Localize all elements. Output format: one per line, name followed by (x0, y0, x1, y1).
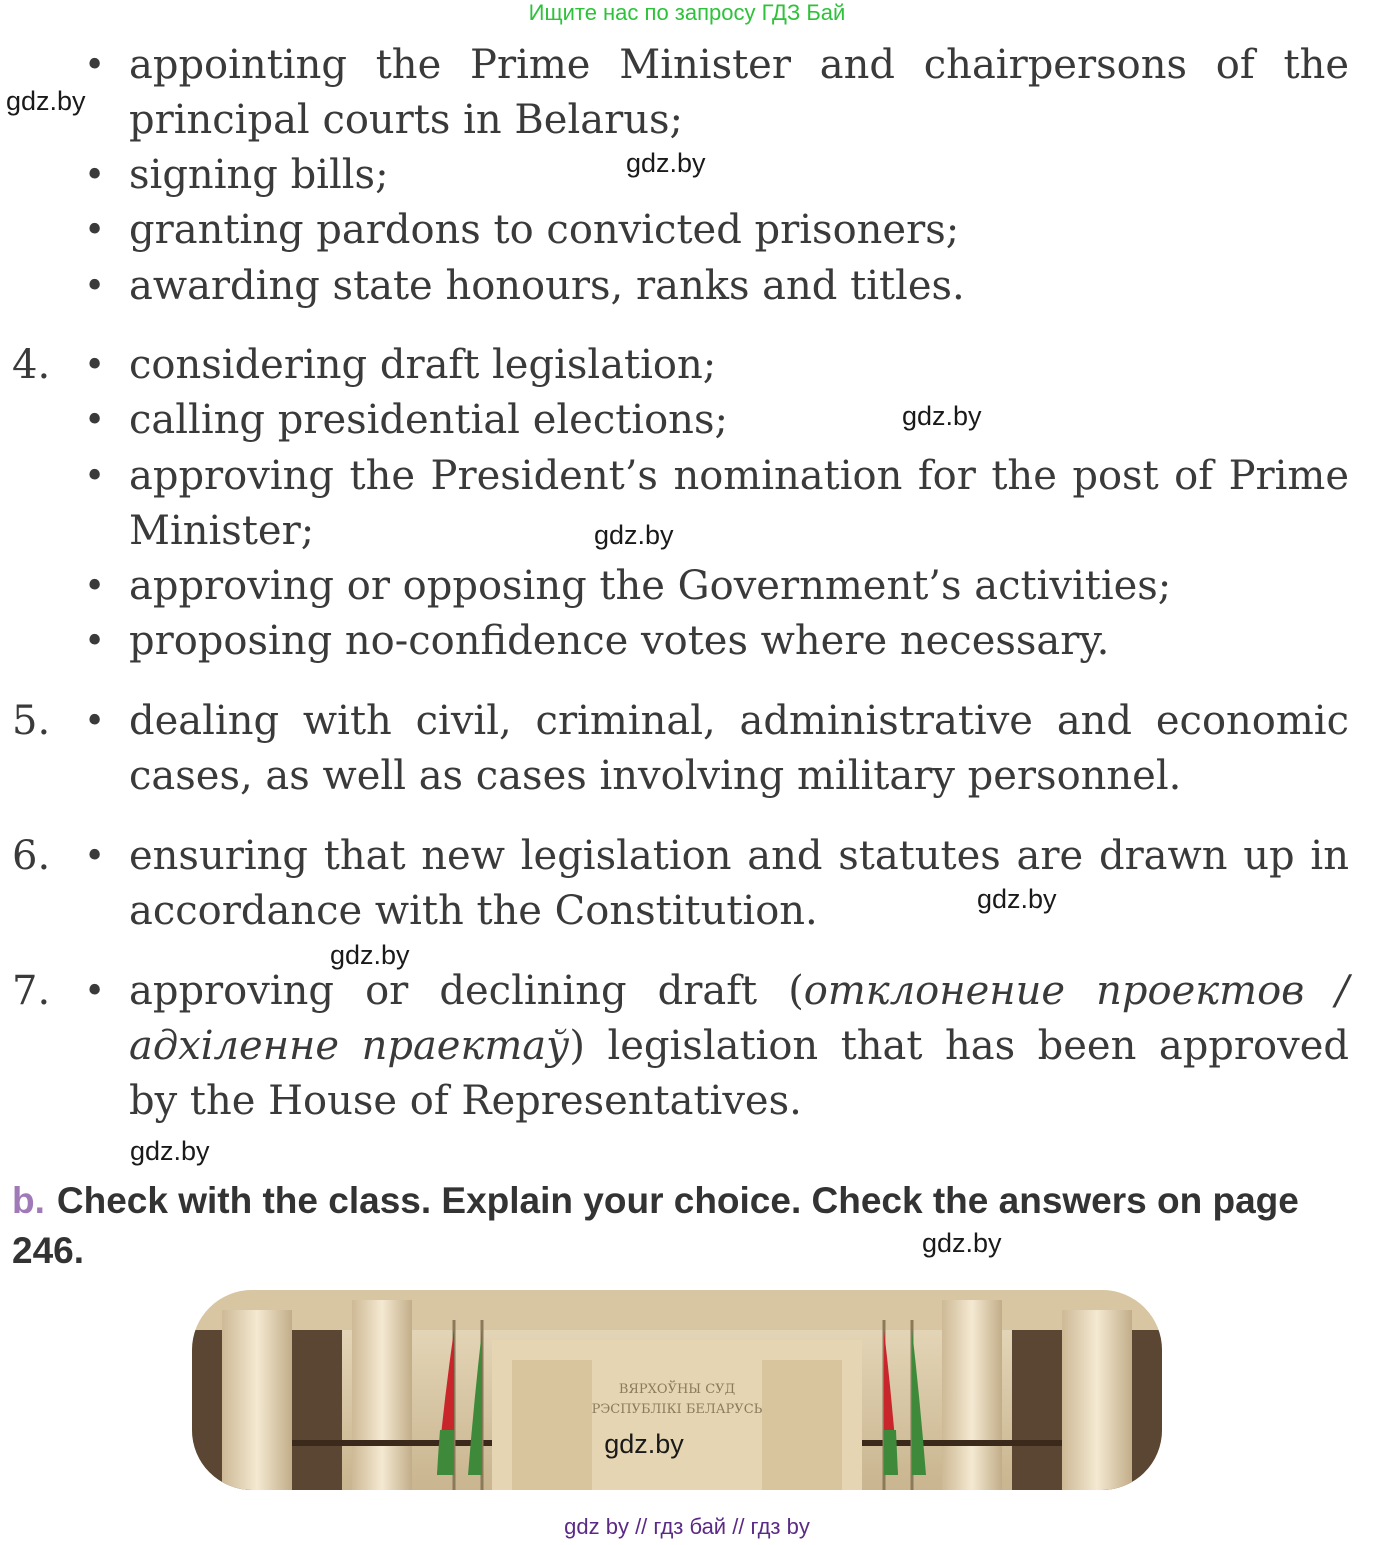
watermark: gdz.by (626, 148, 706, 178)
list-item: dealing with civil, criminal, administrative and economic cases, as well as cases involving military personnel. (129, 698, 1349, 799)
bullet: • (84, 836, 106, 877)
bullet: • (84, 400, 106, 441)
item-number: 7. (12, 968, 51, 1014)
item-number: 6. (12, 833, 51, 879)
bullet: • (84, 345, 106, 386)
list-item: proposing no-confidence votes where necessary. (129, 618, 1110, 664)
list-item: granting pardons to convicted prisoners; (129, 207, 960, 253)
bullet: • (84, 456, 106, 497)
list-item: calling presidential elections; (129, 397, 728, 443)
translation-italic: отклонение проектов / адхіленне праектаў (129, 968, 1349, 1069)
list-item: approving the President’s nomination for the post of Prime Minister; (129, 453, 1349, 554)
item-number: 5. (12, 698, 51, 744)
bullet: • (84, 266, 106, 307)
watermark: gdz.by (130, 1136, 210, 1166)
list-item-text: ) legislation that has been approved by the House of Representatives. (129, 1023, 1349, 1124)
watermark: gdz.by (594, 520, 674, 550)
task-instruction (12, 1176, 1352, 1276)
watermark: gdz.by (330, 940, 410, 970)
top-banner[interactable]: Ищите нас по запросу ГДЗ Бай (528, 0, 846, 25)
watermark: gdz.by (604, 1429, 684, 1459)
bullet: • (84, 210, 106, 251)
bullet: • (84, 621, 106, 662)
court-hall-photo (192, 1290, 1162, 1490)
bullet: • (84, 701, 106, 742)
list-item: ensuring that new legislation and statutes are drawn up in accordance with the Constitution. (129, 833, 1349, 934)
bullet: • (84, 971, 106, 1012)
bullet: • (84, 566, 106, 607)
court-hall-illustration (192, 1290, 1162, 1490)
watermark: gdz.by (6, 86, 86, 116)
sign-line-2: РЭСПУБЛІКІ БЕЛАРУСЬ (591, 1402, 763, 1417)
list-item-text: approving or declining draft ( (129, 968, 804, 1014)
list-item: considering draft legislation; (129, 342, 717, 388)
item-number: 4. (12, 342, 51, 388)
task-text: Check with the class. Explain your choice. Check the answers on page 246. (12, 1180, 1299, 1271)
list-item: approving or opposing the Government’s activities; (129, 563, 1172, 609)
bullet: • (84, 45, 106, 86)
watermark: gdz.by (902, 401, 982, 431)
list-item: appointing the Prime Minister and chairpersons of the principal courts in Belarus; (129, 42, 1349, 143)
task-letter: b. (12, 1180, 45, 1221)
list-item (129, 964, 1349, 1129)
watermark: gdz.by (922, 1228, 1002, 1258)
list-item: signing bills; (129, 152, 389, 198)
list-item: awarding state honours, ranks and titles. (129, 263, 965, 309)
bullet: • (84, 155, 106, 196)
watermark: gdz.by (977, 884, 1057, 914)
footer-links[interactable]: gdz by // гдз бай // гдз by (564, 1514, 810, 1539)
sign-line-1: ВЯРХОЎНЫ СУД (618, 1382, 736, 1397)
